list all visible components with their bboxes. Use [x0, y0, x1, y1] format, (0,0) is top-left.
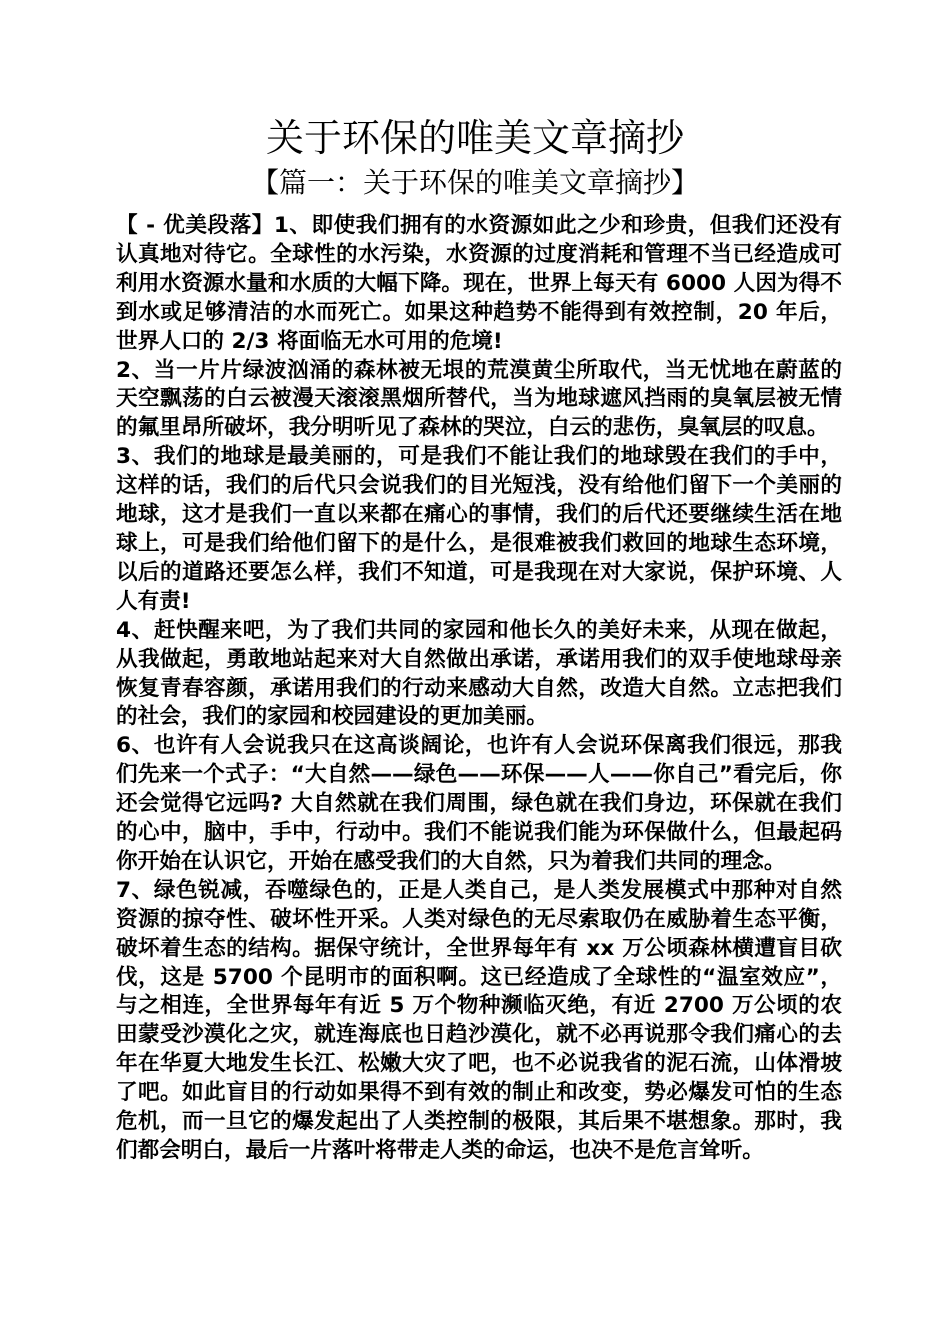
paragraph-7: 7、绿色锐减，吞噬绿色的，正是人类自己，是人类发展模式中那种对自然资源的掠夺性、破坏性开采。人类对绿色的无尽索取仍在威胁着生态平衡，破坏着生态的结构。据保守统计，全世界每年有 xx 万公顷森林横遭盲目砍伐，这是 5700 个昆明市的面积啊。这已经造成了全球性的“温室效应”，与之相连，全世界每年有近 5 万个物种濒临灭绝，有近 2700 万公顷的农田蒙受沙漠化之灾，就连海底也日趋沙漠化，就不必再说那令我们痛心的去年在华夏大地发生长江、松嫩大灾了吧，也不必说我省的泥石流，山体滑坡了吧。如此盲目的行动如果得不到有效的制止和改变，势必爆发可怕的生态危机，而一旦它的爆发起出了人类控制的极限，其后果不堪想象。那时，我们都会明白，最后一片落叶将带走人类的命运，也决不是危言耸听。	[116, 877, 842, 1163]
paragraph-3: 3、我们的地球是最美丽的，可是我们不能让我们的地球毁在我们的手中，这样的话，我们的后代只会说我们的目光短浅，没有给他们留下一个美丽的地球，这才是我们一直以来都在痛心的事情，我们的后代还要继续生活在地球上，可是我们给他们留下的是什么，是很难被我们救回的地球生态环境，以后的道路还要怎么样，我们不知道，可是我现在对大家说，保护环境、人人有责!	[116, 444, 842, 614]
paragraph-1	[116, 212, 842, 357]
document-subtitle: 【篇一：关于环保的唯美文章摘抄】	[250, 166, 699, 199]
paragraph-2: 2、当一片片绿波汹涌的森林被无垠的荒漠黄尘所取代，当无忧地在蔚蓝的天空飘荡的白云被漫天滚滚黑烟所替代，当为地球遮风挡雨的臭氧层被无情的氟里昂所破坏，我分明听见了森林的哭泣，白云的悲伤，臭氧层的叹息。	[116, 357, 842, 441]
paragraph-4: 4、赶快醒来吧，为了我们共同的家园和他长久的美好未来，从现在做起，从我做起，勇敢地站起来对大自然做出承诺，承诺用我们的双手使地球母亲恢复青春容颜，承诺用我们的行动来感动大自然，改造大自然。立志把我们的社会，我们的家园和校园建设的更加美丽。	[116, 617, 842, 730]
document-body	[116, 212, 842, 1166]
paragraph-6: 6、也许有人会说我只在这高谈阔论，也许有人会说环保离我们很远，那我们先来一个式子：“大自然——绿色——环保——人——你自己”看完后，你还会觉得它远吗? 大自然就在我们周围，绿色就在我们身边，环保就在我们的心中，脑中，手中，行动中。我们不能说我们能为环保做什么，但最起码你开始在认识它，开始在感受我们的大自然，只为着我们共同的理念。	[116, 733, 842, 874]
paragraph-1-text: 1、即使我们拥有的水资源如此之少和珍贵，但我们还没有认真地对待它。全球性的水污染，水资源的过度消耗和管理不当已经造成可利用水资源水量和水质的大幅下降。现在，世界上每天有 6000 人因为得不到水或足够清洁的水而死亡。如果这种趋势不能得到有效控制，20 年后，世界人口的 2/3 将面临无水可用的危境!	[116, 213, 843, 354]
document-title: 关于环保的唯美文章摘抄	[265, 116, 684, 160]
lead-label: 【 - 优美段落】	[116, 213, 274, 238]
